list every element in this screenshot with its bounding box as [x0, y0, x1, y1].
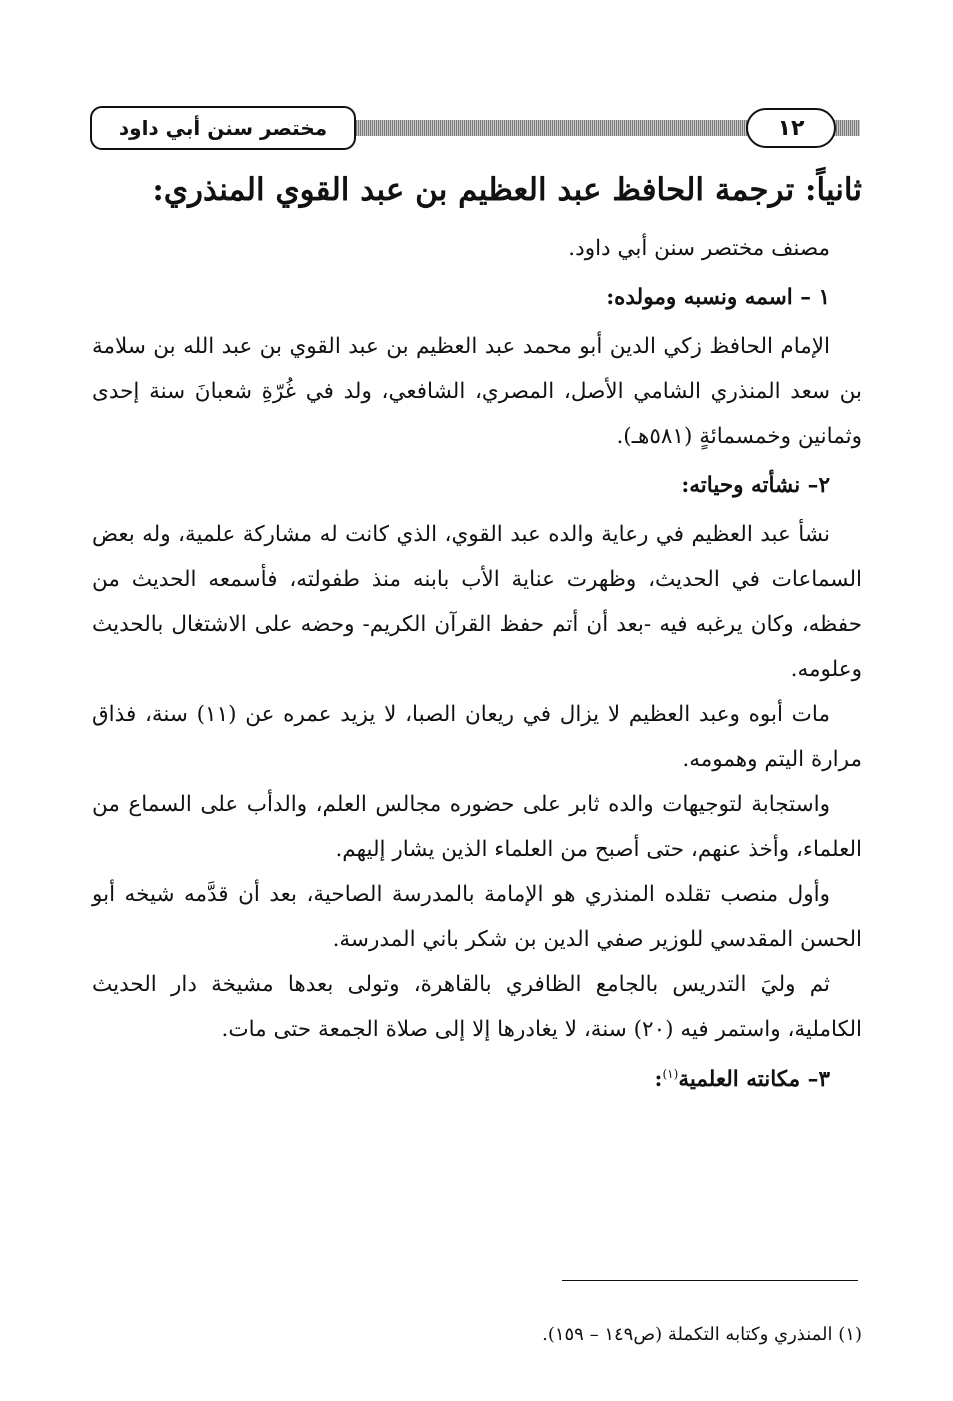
section-title-scholarly-status [92, 1052, 862, 1102]
paragraph-name-lineage: الإمام الحافظ زكي الدين أبو محمد عبد العظيم بن عبد القوي بن عبد الله بن سلامة بن سعد المنذري الشامي الأصل، المصري، الشافعي، ولد في غُرّةِ شعبانَ سنة إحدى وثمانين وخمسمائةٍ (٥٨١هـ). [92, 334, 862, 449]
book-title-box [90, 106, 356, 150]
book-title: مختصر سنن أبي داود [118, 116, 328, 140]
paragraph-upbringing-5: ثم وليَ التدريس بالجامع الظافري بالقاهرة، وتولى بعدها مشيخة دار الحديث الكاملية، واستمر فيه (٢٠) سنة، لا يغادرها إلا إلى صلاة الجمعة حتى مات. [92, 972, 862, 1042]
page-number: ١٢ [777, 115, 805, 141]
section-title-name: ١ – اسمه ونسبه ومولده: [606, 285, 830, 310]
paragraph-upbringing-2: مات أبوه وعبد العظيم لا يزال في ريعان الصبا، لا يزيد عمره عن (١١) سنة، فذاق مرارة اليتم وهمومه. [92, 702, 862, 772]
footnote: (١) المنذري وكتابه التكملة (ص١٤٩ – ١٥٩). [542, 1324, 862, 1345]
paragraph-upbringing-1: نشأ عبد العظيم في رعاية والده عبد القوي، الذي كانت له مشاركة علمية، وله بعض السماعات في الحديث، وظهرت عناية الأب بابنه منذ طفولته، فأسمعه الحديث من حفظه، وكان يرغبه فيه -بعد أن أتم حفظ القرآن الكريم- وحضه على الاشتغال بالحديث وعلومه. [92, 522, 862, 682]
paragraph-upbringing-3: واستجابة لتوجيهات والده ثابر على حضوره مجالس العلم، والدأب على السماع من العلماء، وأخذ عنهم، حتى أصبح من العلماء الذين يشار إليهم. [92, 792, 862, 862]
footnote-separator [562, 1280, 858, 1281]
section-title-colon: : [654, 1067, 663, 1093]
footnote-marker[interactable]: (١) [662, 1067, 679, 1081]
page-header [90, 106, 860, 150]
section-title-scholarly-status-text: ٣– مكانته العلمية [678, 1067, 830, 1093]
intro-paragraph: مصنف مختصر سنن أبي داود. [568, 236, 830, 261]
page-number-box [746, 108, 836, 148]
main-text [92, 160, 862, 1102]
chapter-heading: ثانياً: ترجمة الحافظ عبد العظيم بن عبد القوي المنذري: [152, 172, 862, 208]
section-title-upbringing: ٢– نشأته وحياته: [681, 473, 830, 498]
paragraph-upbringing-4: وأول منصب تقلده المنذري هو الإمامة بالمدرسة الصاحية، بعد أن قدَّمه شيخه أبو الحسن المقدسي للوزير صفي الدين بن شكر باني المدرسة. [92, 882, 862, 952]
